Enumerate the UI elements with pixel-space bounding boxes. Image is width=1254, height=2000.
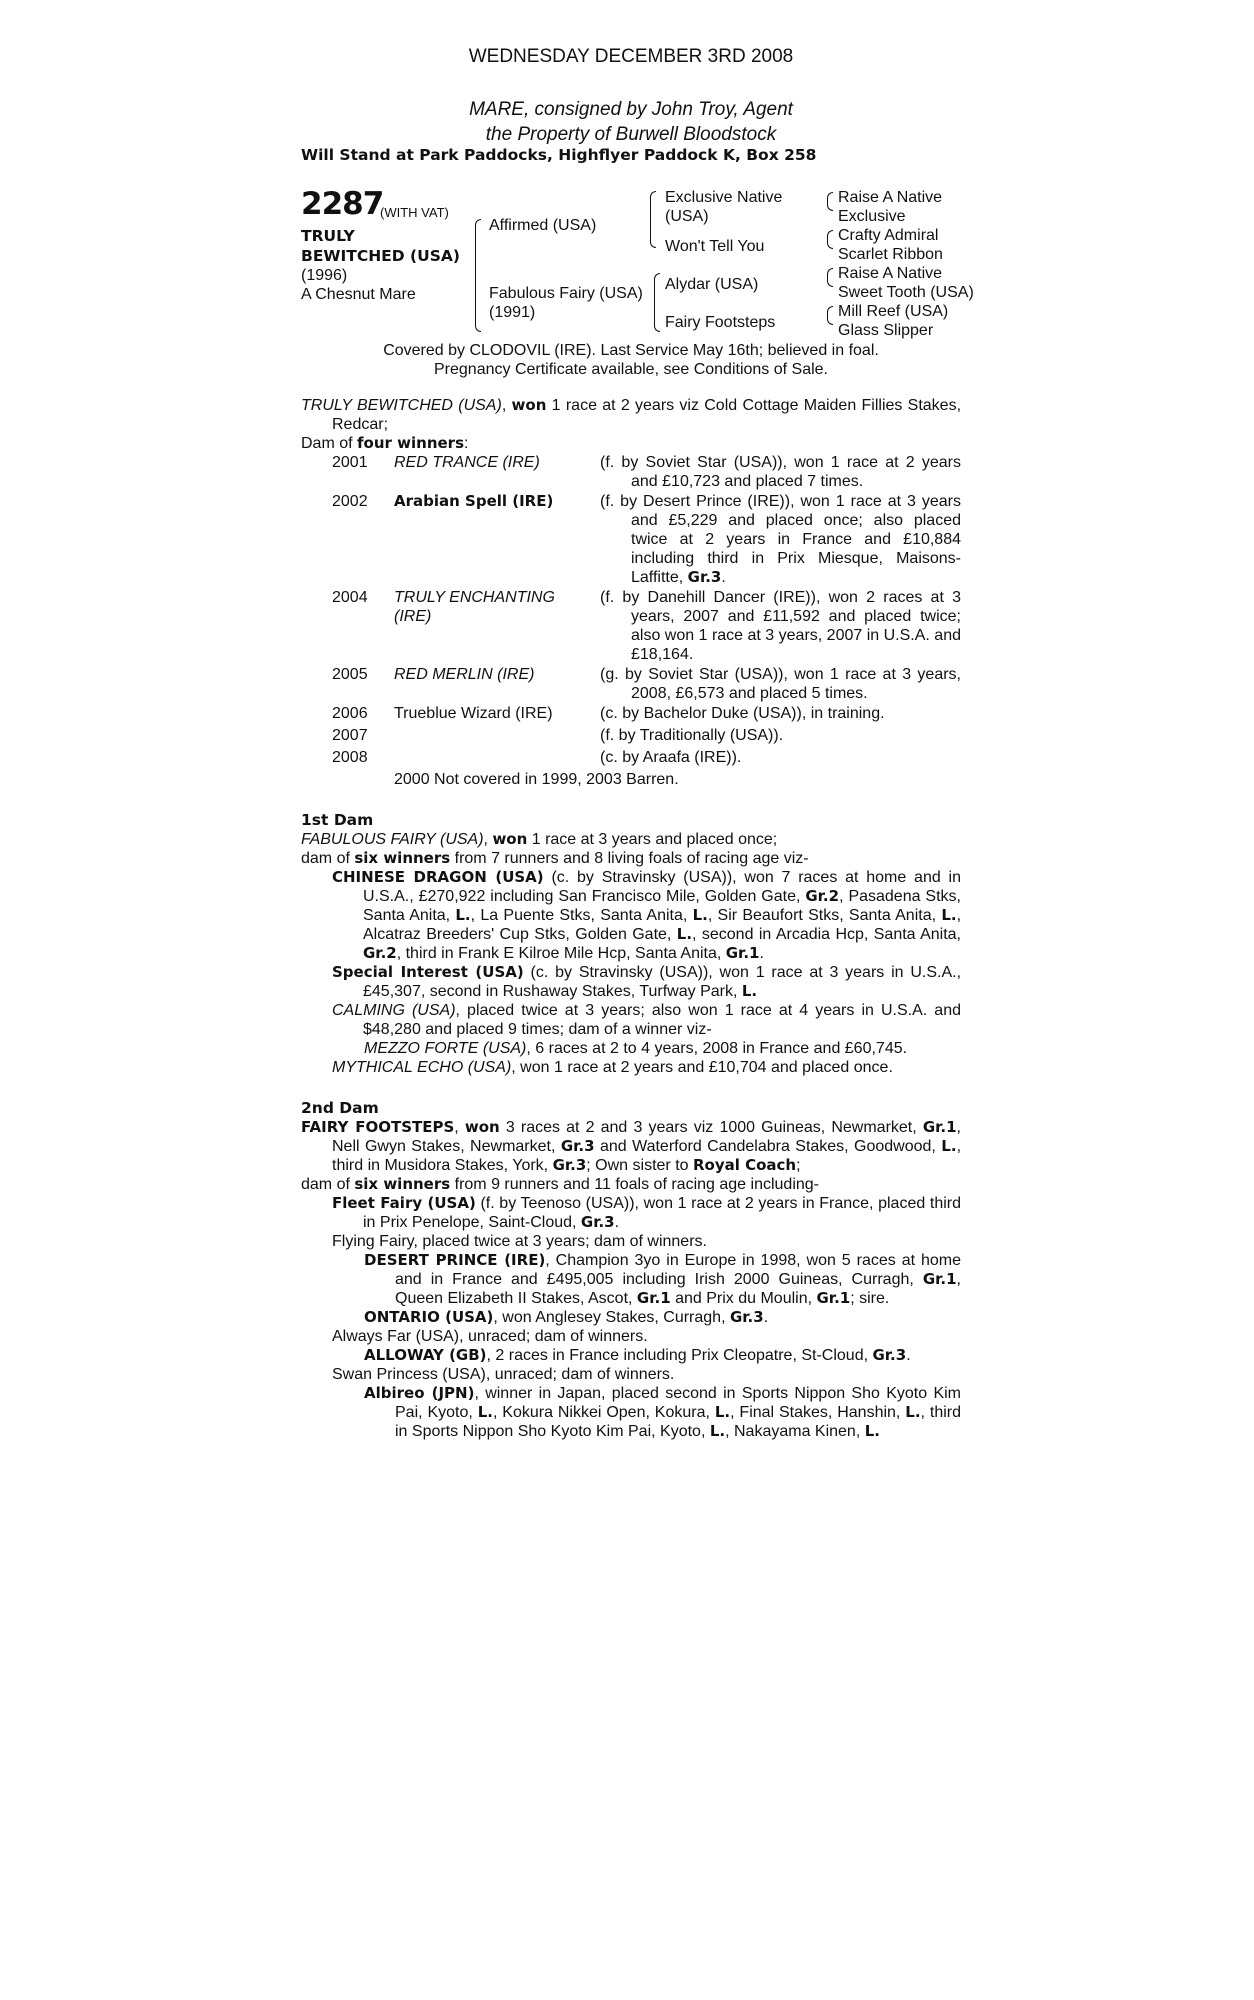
produce-text: , Champion 3yo in Europe in 1998, won 5 races at home and in France and £495,005 including Irish 2000 Guineas, Curragh, [395, 1252, 961, 1288]
offspring-list [301, 453, 961, 789]
dd-sire: Mill Reef (USA) [838, 303, 949, 320]
horse-description: A Chesnut Mare [301, 286, 416, 303]
grade-label: Gr.3 [729, 1308, 764, 1326]
second-dam-text: ; Own sister to [586, 1157, 693, 1174]
offspring-year: 2006 [332, 705, 368, 722]
produce-text: , Sir Beaufort Stks, Santa Anita, [707, 907, 942, 924]
second-dam-text: and Waterford Candelabra Stakes, Goodwood, [594, 1138, 942, 1155]
produce-text: , Nakayama Kinen, [725, 1423, 865, 1440]
first-dam-text: 1 race at 3 years and placed once; [527, 831, 778, 848]
grade-label: Gr.1 [922, 1118, 957, 1136]
produce-text: , winner in Japan, placed second in Sports Nippon Sho Kyoto Kim Pai, Kyoto, [395, 1385, 961, 1421]
dd-dam: Glass Slipper [838, 322, 934, 339]
offspring-desc: (g. by Soviet Star (USA)), won 1 race at 3 years, 2008, £6,573 and placed 5 times. [600, 666, 961, 702]
produce-text: , 6 races at 2 to 4 years, 2008 in France and £60,745. [526, 1040, 908, 1057]
pedigree-brace-dd [827, 306, 833, 325]
vat-note: (WITH VAT) [380, 205, 449, 220]
pedigree-brace-ds [827, 268, 833, 287]
produce-text: , placed twice at 3 years; also won 1 race at 4 years in U.S.A. and $48,280 and placed 9 times; dam of a winner viz- [363, 1002, 961, 1038]
produce-text: . [614, 1214, 620, 1231]
first-dam-section [301, 811, 961, 1077]
produce-entry [364, 1308, 961, 1327]
grade-label: Gr.2 [363, 944, 397, 962]
covering-info [301, 341, 961, 379]
race-record: TRULY BEWITCHED (USA), won 1 race at 2 years viz Cold Cottage Maiden Fillies Stakes, Redcar; [301, 396, 962, 433]
offspring-row [301, 748, 961, 767]
grade-label: Gr.1 [816, 1289, 851, 1307]
offspring-desc-grade: Gr.3 [687, 568, 722, 586]
produce-name: CALMING (USA) [332, 1002, 456, 1019]
consignor-line: MARE, consigned by John Troy, Agent [469, 99, 793, 120]
produce-text: and Prix du Moulin, [670, 1290, 817, 1307]
offspring-row [301, 492, 961, 587]
produce-entry [364, 1346, 961, 1365]
second-dam-section [301, 1099, 961, 1441]
offspring-year: 2001 [332, 454, 368, 471]
ss-dam: Exclusive [838, 208, 906, 225]
offspring-row [301, 588, 961, 664]
produce-entry: Always Far (USA), unraced; dam of winners. [332, 1328, 648, 1345]
horse-name [301, 226, 460, 266]
first-dam-record: FABULOUS FAIRY (USA), won 1 race at 3 years and placed once; [301, 830, 778, 848]
covering-line: Covered by CLODOVIL (IRE). Last Service May 16th; believed in foal. [383, 342, 879, 359]
produce-name: Albireo (JPN) [364, 1384, 475, 1402]
horse-name-line2: BEWITCHED (USA) [301, 247, 460, 265]
consignment-info [301, 97, 961, 147]
record-text: 1 race at 2 years viz Cold Cottage Maiden Fillies Stakes, Redcar; [332, 397, 962, 433]
grade-label: Gr.3 [580, 1213, 615, 1231]
produce-entry [332, 1001, 961, 1039]
property-line: the Property of Burwell Bloodstock [485, 124, 777, 145]
produce-text: . [759, 945, 764, 962]
produce-name: Fleet Fairy (USA) [332, 1194, 476, 1212]
produce-entry: Swan Princess (USA), unraced; dam of winners. [332, 1366, 675, 1383]
produce-text: (c. by Stravinsky (USA)), won 1 race at 3 years in U.S.A., £45,307, second in Rushaway Stakes, Turfway Park, [363, 964, 962, 1000]
pedigree-brace-sd [827, 230, 833, 249]
first-dam-name: FABULOUS FAIRY (USA) [301, 831, 484, 848]
dam-sire: Alydar (USA) [665, 276, 759, 293]
second-dam-won: won [464, 1118, 500, 1136]
pedigree-block [301, 186, 1001, 346]
sire-sire [665, 188, 782, 226]
produce-name: MYTHICAL ECHO (USA) [332, 1059, 512, 1076]
dam-of-colon: : [464, 435, 469, 452]
first-dam-heading: 1st Dam [301, 811, 374, 829]
produce-text: (f. by Teenoso (USA)), won 1 race at 2 years in France, placed third in Prix Penelope, Saint-Cloud, [363, 1195, 961, 1231]
second-dam-heading: 2nd Dam [301, 1099, 379, 1117]
produce-text: , Queen Elizabeth II Stakes, Ascot, [395, 1271, 961, 1307]
offspring-name: Arabian Spell (IRE) [394, 492, 554, 510]
dam-name: Fabulous Fairy (USA) [489, 285, 643, 302]
grade-label: Gr.1 [725, 944, 760, 962]
produce-text: , Alcatraz Breeders' Cup Stks, Golden Gate, [363, 907, 962, 943]
stabling-location: Will Stand at Park Paddocks, Highflyer Paddock K, Box 258 [301, 146, 817, 164]
offspring-year: 2002 [332, 493, 368, 510]
grade-label: L. [741, 982, 758, 1000]
grade-label: L. [477, 1403, 493, 1421]
second-dam-name: FAIRY FOOTSTEPS [301, 1118, 455, 1136]
offspring-desc: (f. by Traditionally (USA)). [600, 727, 784, 744]
offspring-desc-text: (f. by Desert Prince (IRE)), won 1 race at 3 years and £5,229 and placed once; also placed twice at 2 years in France and £10,884 including third in Prix Miesque, Maisons-Laffitte, [600, 493, 961, 586]
grade-label: L. [455, 906, 471, 924]
produce-text: , second in Arcadia Hcp, Santa Anita, [692, 926, 961, 943]
grade-label: L. [864, 1422, 880, 1440]
produce-text: . [763, 1309, 769, 1326]
ss-sire: Raise A Native [838, 189, 943, 206]
second-dam-produce [301, 1175, 961, 1194]
grade-label: L. [676, 925, 693, 943]
grade-label: Gr.2 [805, 887, 840, 905]
second-dam-text: 3 races at 2 and 3 years viz 1000 Guineas, Newmarket, [499, 1119, 923, 1136]
grade-label: Gr.3 [872, 1346, 907, 1364]
offspring-row [301, 726, 961, 745]
produce-text: , Pasadena Stks, Santa Anita, [363, 888, 961, 924]
second-dam-record: FAIRY FOOTSTEPS, won 3 races at 2 and 3 years viz 1000 Guineas, Newmarket, Gr.1, Nell Gwyn Stakes, Newmarket, Gr.3 and Waterford Candelabra Stakes, Goodwood, L., third in Musidora Stakes, York, Gr.3; Own sister to Royal Coach; [301, 1118, 962, 1174]
offspring-row [301, 665, 961, 703]
dam-dam: Fairy Footsteps [665, 314, 776, 331]
dam [489, 284, 643, 322]
second-dam-winners-count: six winners [354, 1175, 451, 1193]
produce-text: , won 1 race at 2 years and £10,704 and placed once. [511, 1059, 893, 1076]
produce-entry [364, 1251, 961, 1308]
produce-name: ONTARIO (USA) [364, 1308, 494, 1326]
second-dam-text: , third in Musidora Stakes, York, [332, 1138, 962, 1174]
ds-dam: Sweet Tooth (USA) [838, 284, 974, 301]
offspring-row [301, 453, 961, 491]
grade-label: L. [692, 906, 708, 924]
produce-name: CHINESE DRAGON (USA) [332, 868, 544, 886]
second-dam-text: , Nell Gwyn Stakes, Newmarket, [332, 1119, 961, 1155]
sire-dam: Won't Tell You [665, 238, 765, 255]
horse-name-line1: TRULY [301, 227, 355, 245]
grade-label: Gr.1 [922, 1270, 957, 1288]
produce-name: MEZZO FORTE (USA) [364, 1040, 527, 1057]
produce-name: ALLOWAY (GB) [364, 1346, 487, 1364]
produce-entry [364, 1384, 961, 1441]
first-dam-produce-rest: from 7 runners and 8 living foals of racing age viz- [450, 850, 809, 867]
offspring-row [301, 704, 961, 723]
grade-label: L. [714, 1403, 731, 1421]
catalogue-body [301, 396, 961, 1441]
ds-sire: Raise A Native [838, 265, 943, 282]
produce-text: , Kokura Nikkei Open, Kokura, [492, 1404, 715, 1421]
second-dam-produce-text: dam of [301, 1176, 355, 1193]
sister-name: Royal Coach [692, 1156, 797, 1174]
produce-text: , 2 races in France including Prix Cleopatre, St-Cloud, [486, 1347, 873, 1364]
grade-label: L. [905, 1403, 921, 1421]
sd-dam: Scarlet Ribbon [838, 246, 943, 263]
record-won: won [511, 396, 547, 414]
first-dam-won: won [492, 830, 528, 848]
pedigree-brace-ss [827, 192, 833, 211]
produce-entry [364, 1039, 961, 1058]
offspring-name: Trueblue Wizard (IRE) [394, 705, 553, 722]
sire: Affirmed (USA) [489, 217, 597, 234]
lot-number: 2287 [301, 186, 384, 222]
grade-label: Gr.3 [560, 1137, 595, 1155]
produce-text: ; sire. [850, 1290, 890, 1307]
first-dam-produce-text: dam of [301, 850, 355, 867]
second-dam-text: ; [796, 1157, 801, 1174]
grade-label: L. [709, 1422, 726, 1440]
produce-name: DESERT PRINCE (IRE) [364, 1251, 546, 1269]
sale-date: WEDNESDAY DECEMBER 3RD 2008 [468, 46, 794, 67]
second-dam-produce-rest: from 9 runners and 11 foals of racing age including- [450, 1176, 819, 1193]
sd-sire: Crafty Admiral [838, 227, 939, 244]
dam-of-text: Dam of [301, 435, 358, 452]
grade-label: Gr.3 [552, 1156, 587, 1174]
not-covered-note: 2000 Not covered in 1999, 2003 Barren. [394, 771, 679, 788]
produce-text: , third in Sports Nippon Sho Kyoto Kim Pai, Kyoto, [395, 1404, 962, 1440]
produce-entry [332, 1058, 961, 1077]
first-dam-produce [301, 849, 961, 868]
produce-entry [332, 963, 961, 1001]
grade-label: Gr.1 [636, 1289, 671, 1307]
offspring-year: 2008 [332, 749, 368, 766]
produce-text: , third in Frank E Kilroe Mile Hcp, Santa Anita, [396, 945, 726, 962]
produce-text: , Final Stakes, Hanshin, [730, 1404, 906, 1421]
record-horse-name: TRULY BEWITCHED (USA) [301, 397, 502, 414]
produce-text: , La Puente Stks, Santa Anita, [470, 907, 693, 924]
produce-entry: Flying Fairy, placed twice at 3 years; dam of winners. [332, 1233, 707, 1250]
offspring-desc: (c. by Bachelor Duke (USA)), in training. [600, 705, 885, 722]
produce-text: (c. by Stravinsky (USA)), won 7 races at home and in U.S.A., £270,922 including San Francisco Mile, Golden Gate, [363, 869, 961, 905]
foaling-year: (1996) [301, 267, 348, 284]
offspring-year: 2007 [332, 727, 368, 744]
offspring-desc [600, 492, 961, 587]
sire-sire-line1: Exclusive Native [665, 189, 783, 206]
offspring-desc-end: . [721, 569, 726, 586]
first-dam-winners-count: six winners [354, 849, 451, 867]
offspring-year: 2004 [332, 589, 368, 606]
produce-text: . [906, 1347, 911, 1364]
offspring-desc: (c. by Araafa (IRE)). [600, 749, 742, 766]
produce-entry [332, 868, 961, 963]
pedigree-brace-main [475, 219, 481, 332]
sire-sire-line2: (USA) [665, 208, 709, 225]
winners-count: four winners [357, 434, 465, 452]
grade-label: L. [941, 906, 957, 924]
dam-of-line [301, 434, 961, 453]
horse-details [301, 266, 416, 304]
produce-text: , won Anglesey Stakes, Curragh, [493, 1309, 730, 1326]
produce-entry [332, 1194, 961, 1232]
pedigree-brace-sire [650, 191, 656, 248]
offspring-name: TRULY ENCHANTING (IRE) [394, 589, 555, 625]
grade-label: L. [941, 1137, 957, 1155]
offspring-desc: (f. by Danehill Dancer (IRE)), won 2 races at 3 years, 2007 and £11,592 and placed twice; also won 1 race at 3 years, 2007 in U.S.A. and £18,164. [600, 589, 961, 663]
dam-year: (1991) [489, 304, 536, 321]
produce-name: Special Interest (USA) [332, 963, 524, 981]
offspring-name: RED MERLIN (IRE) [394, 666, 535, 683]
pregnancy-line: Pregnancy Certificate available, see Conditions of Sale. [434, 361, 828, 378]
pedigree-brace-dam [654, 273, 660, 332]
offspring-year: 2005 [332, 666, 368, 683]
offspring-name: RED TRANCE (IRE) [394, 454, 540, 471]
offspring-desc: (f. by Soviet Star (USA)), won 1 race at 2 years and £10,723 and placed 7 times. [600, 454, 961, 490]
